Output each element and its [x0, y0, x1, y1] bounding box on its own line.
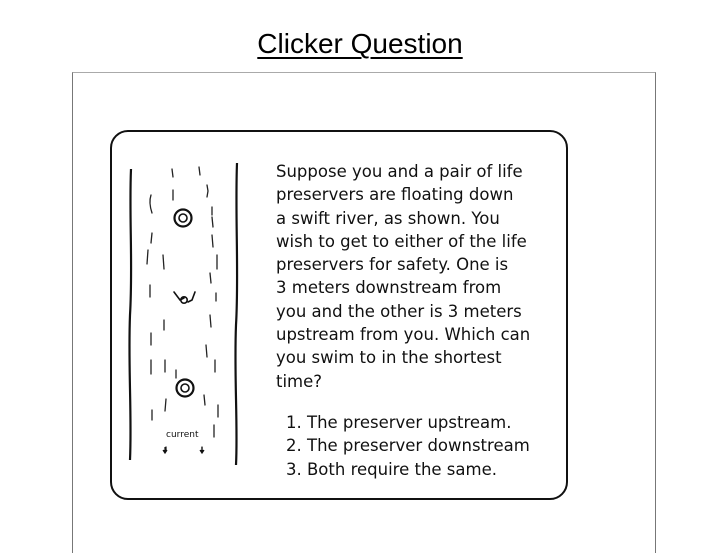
question-line: wish to get to either of the life — [276, 231, 527, 251]
question-line: a swift river, as shown. You — [276, 208, 500, 228]
option-3: 3. Both require the same. — [286, 459, 497, 479]
question-line: time? — [276, 371, 323, 391]
question-line: Suppose you and a pair of life — [276, 162, 523, 181]
question-line: you and the other is 3 meters — [276, 301, 522, 321]
current-label: current — [166, 430, 199, 440]
river-right-bank — [235, 163, 237, 465]
option-2: 2. The preserver downstream — [286, 436, 530, 456]
question-text — [276, 160, 556, 393]
swimmer-icon — [174, 292, 195, 303]
question-line: upstream from you. Which can — [276, 325, 531, 345]
river-illustration — [120, 155, 250, 475]
current-arrow-icon — [163, 447, 204, 453]
river-left-bank — [129, 169, 131, 460]
option-1: 1. The preserver upstream. — [286, 413, 512, 432]
life-preserver-icon — [175, 210, 192, 227]
answer-options — [286, 411, 556, 481]
question-line: preservers for safety. One is — [276, 255, 509, 275]
question-line: 3 meters downstream from — [276, 278, 502, 298]
question-line: preservers are floating down — [276, 185, 514, 205]
life-preserver-icon — [177, 380, 194, 397]
question-line: you swim to in the shortest — [276, 348, 502, 368]
slide-title: Clicker Question — [257, 28, 463, 59]
